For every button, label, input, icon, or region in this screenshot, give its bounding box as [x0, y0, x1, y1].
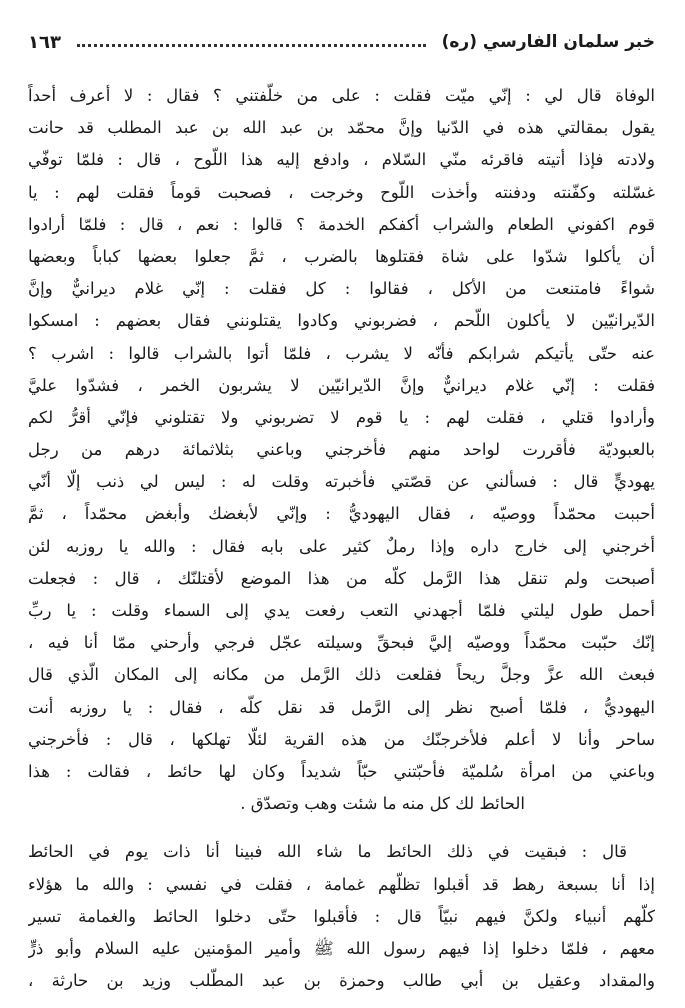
paragraph-2 — [28, 836, 655, 997]
text-line: عنه حتّى يأتيكم شرابكم فأنّه لا يشرب ، فلمّا أتوا بالشراب قالوا : اشرب ؟ — [28, 343, 655, 363]
header-leader-dots — [77, 44, 426, 47]
text-line: وباعني من امرأة سُلميّة فأحبّتني حبّاً شديداً وكان لها حائط ، فقالت : هذا — [28, 761, 655, 781]
page-number: ١٦٣ — [28, 31, 61, 53]
text-line: قال : فبقيت في ذلك الحائط ما شاء الله فبينا أنا ذات يوم في الحائط — [28, 842, 627, 862]
chapter-title: خبر سلمان الفارسي (ره) — [441, 32, 655, 52]
text-line: أخرجني إلى خارج داره وإذا رملٌ كثير على بابه فقال : والله يا روزبه لئن — [28, 536, 655, 556]
text-line: شواءً فامتنعت من الأكل ، فقالوا : كل فقلت : إنّي غلام ديرانيٌّ وإنَّ — [28, 279, 655, 299]
text-line: يهوديٍّ قال : فسألني عن قصّتي فأخبرته وقلت له : ليس لي ذنب إلّا أنّي — [28, 472, 655, 492]
text-line: أصبحت ولم تنقل هذا الرَّمل كلّه من هذا الموضع لأقتلنّك ، قال : فجعلت — [28, 568, 655, 588]
text-line: إنّك حبّبت محمّداً ووصيّه إليَّ فبحقِّ وسيلته عجّل فرجي وأرحني ممّا أنا فيه ، — [28, 633, 655, 653]
running-header — [28, 22, 655, 62]
text-line: وأرادوا قتلي ، فقلت لهم : يا قوم لا تضربوني ولا تقتلوني فإنّي أقرُّ لكم — [28, 407, 655, 427]
text-line: فقلت : إنّي غلام ديرانيٌّ وإنَّ الدّيرانيّين لا يشربون الخمر ، فشدّوا عليَّ — [28, 375, 655, 395]
text-line: إذا أنا بسبعة رهط قد أقبلوا تظلّهم غمامة ، فقلت في نفسي : والله ما هؤلاء — [28, 874, 655, 894]
book-page — [28, 22, 655, 998]
text-line: قوم اكفوني الطعام والشراب أكفكم الخدمة ؟ قالوا : نعم ، قال : فلمّا أرادوا — [28, 214, 655, 234]
text-line: اليهوديُّ ، فلمّا أصبح نظر إلى الرَّمل قد نقل كلّه ، فقال : يا روزبه أنت — [28, 697, 655, 717]
text-line: الدّيرانيّين لا يأكلون اللّحم ، فضربوني وكادوا يقتلونني فقال بعضهم : امسكوا — [28, 311, 655, 331]
text-line: الحائط لك كل منه ما شئت وهب وتصدّق . — [240, 794, 525, 814]
text-line: ولادته فإذا أتيته فاقرئه منّي السّلام ، وادفع إليه هذا اللّوح ، قال : فلمّا توفّي — [28, 150, 655, 170]
text-line: ساحر وأنا لا أعلم فلأخرجنّك من هذه القرية لئلّا تهلكها ، قال : فأخرجني — [28, 729, 655, 749]
text-line: الوفاة قال لي : إنّي ميّت فقلت : على من خلّفتني ؟ فقال : لا أعرف أحداً — [28, 86, 655, 105]
text-line: يقول بمقالتي هذه في الدّنيا وإنَّ محمّد بن عبد الله بن عبد المطلب قد حانت — [28, 118, 655, 138]
text-line: أن يأكلوا شدّوا على شاة فقتلوها بالضرب ، ثمَّ جعلوا بعضها كباباً وبعضها — [28, 246, 655, 266]
text-line: أحمل طول ليلتي فلمّا أجهدني التعب رفعت يدي إلى السماء وقلت : يا ربِّ — [28, 601, 655, 620]
text-line: كلّهم أنبياء ولكنَّ فيهم نبيّاً قال : فأقبلوا حتّى دخلوا الحائط والغمامة تسير — [28, 906, 655, 926]
text-line: والمقداد وعقيل بن أبي طالب وحمزة بن عبد المطّلب وزيد بن حارثة ، — [28, 971, 655, 991]
text-line: غسّلته وكفّنته ودفنته وأخذت اللّوح وخرجت ، فصحبت قوماً فقلت لهم : يا — [28, 182, 655, 202]
text-line: أحببت محمّداً ووصيّه ، فقال اليهوديُّ : وإنّي لأبغضك وأبغض محمّداً ، ثمَّ — [28, 504, 655, 524]
text-line: معهم ، فلمّا دخلوا إذا فيهم رسول الله ﷺ وأمير المؤمنين عليه السلام وأبو ذرٍّ — [28, 938, 655, 958]
paragraph-1 — [28, 80, 655, 820]
text-line: بالعبوديّة فأقررت لواحد منهم فأخرجني وباعني بثلاثمائة درهم من رجل — [28, 440, 655, 460]
text-line: فبعث الله عزَّ وجلَّ ريحاً فقلعت ذلك الرَّمل من مكانه إلى المكان الّذي قال — [28, 665, 655, 685]
body-text — [28, 80, 655, 997]
